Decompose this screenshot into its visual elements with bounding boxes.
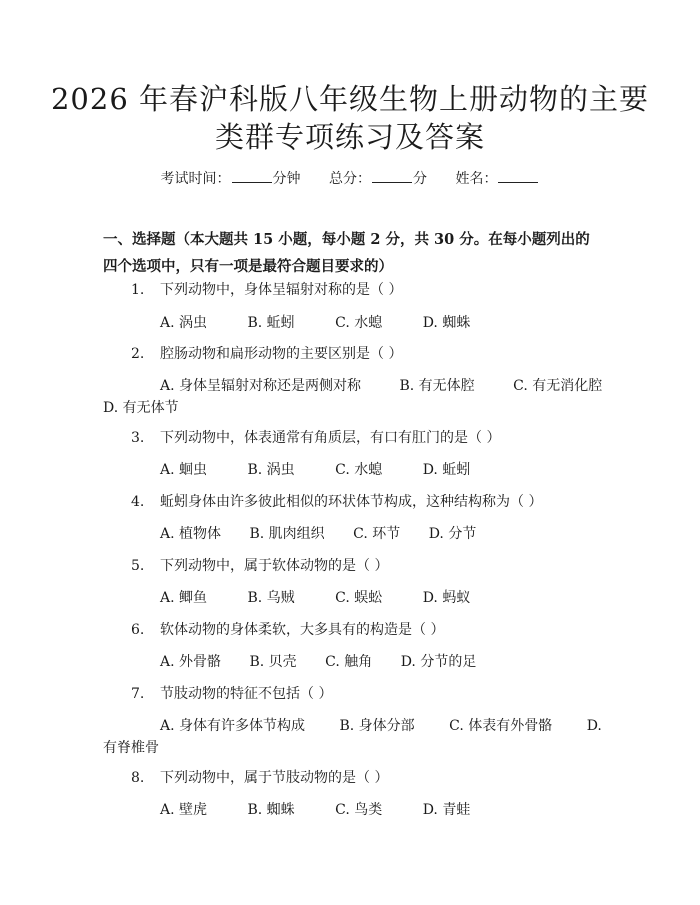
option-a[interactable]: A. 蛔虫 (160, 462, 208, 478)
option-a[interactable]: A. 鲫鱼 (160, 590, 208, 606)
question-4-options (160, 525, 512, 543)
exam-meta (0, 170, 700, 188)
score-unit: 分 (413, 171, 427, 187)
option-a[interactable]: A. 身体有许多体节构成 (160, 718, 306, 734)
option-d[interactable]: D. 蚂蚁 (422, 590, 471, 606)
question-stem: 节肢动物的特征不包括（ ） (160, 686, 333, 702)
option-c[interactable]: C. 水螅 (335, 462, 383, 478)
question-stem: 下列动物中，身体呈辐射对称的是（ ） (160, 282, 403, 298)
option-b[interactable]: B. 蚯蚓 (247, 315, 295, 331)
question-number: 7. (131, 686, 145, 702)
score-blank (372, 170, 412, 183)
page-title-line2: 类群专项练习及答案 (214, 120, 485, 154)
question-number: 3. (131, 430, 145, 446)
exam-time (161, 170, 301, 188)
option-b[interactable]: B. 贝壳 (249, 654, 297, 670)
option-a[interactable]: A. 外骨骼 (160, 654, 222, 670)
question-number: 6. (131, 622, 145, 638)
option-d[interactable]: D. 分节的足 (400, 654, 477, 670)
option-c[interactable]: C. 环节 (353, 526, 401, 542)
option-d[interactable]: D. 分节 (428, 526, 477, 542)
exam-name (455, 170, 539, 188)
option-c[interactable]: C. 触角 (325, 654, 373, 670)
option-c[interactable]: C. 蜈蚣 (335, 590, 383, 606)
question-number: 1. (131, 282, 145, 298)
name-label: 姓名： (455, 171, 498, 187)
question-stem: 下列动物中，体表通常有角质层，有口有肛门的是（ ） (160, 430, 501, 446)
name-blank (498, 170, 538, 183)
question-number: 5. (131, 558, 145, 574)
option-d-continued[interactable]: 有脊椎骨 (103, 740, 159, 756)
option-b[interactable]: B. 涡虫 (247, 462, 295, 478)
option-b[interactable]: B. 蜘蛛 (247, 802, 295, 818)
time-blank (232, 170, 272, 183)
question-number: 2. (131, 346, 145, 362)
option-d[interactable]: D. 有无体节 (103, 400, 179, 416)
option-d[interactable]: D. 蚯蚓 (422, 462, 471, 478)
time-unit: 分钟 (272, 171, 301, 187)
question-stem: 腔肠动物和扁形动物的主要区别是（ ） (160, 346, 403, 362)
option-a[interactable]: A. 壁虎 (160, 802, 208, 818)
question-stem: 下列动物中，属于节肢动物的是（ ） (160, 770, 389, 786)
option-b[interactable]: B. 乌贼 (247, 590, 295, 606)
option-b[interactable]: B. 肌肉组织 (249, 526, 325, 542)
question-stem: 蚯蚓身体由许多彼此相似的环状体节构成，这种结构称为（ ） (160, 494, 543, 510)
question-stem: 下列动物中，属于软体动物的是（ ） (160, 558, 389, 574)
question-number: 4. (131, 494, 145, 510)
question-number: 8. (131, 770, 145, 786)
option-d[interactable]: D. 青蛙 (422, 802, 471, 818)
question-stem: 软体动物的身体柔软，大多具有的构造是（ ） (160, 622, 445, 638)
question-5-options (160, 589, 506, 607)
option-c[interactable]: C. 体表有外骨骼 (449, 718, 553, 734)
section-heading: 一、选择题（本大题共 15 小题，每小题 2 分，共 30 分。在每小题列出的四个选项中，只有一项是最符合题目要求的） (103, 231, 590, 275)
option-a[interactable]: A. 身体呈辐射对称还是两侧对称 (160, 378, 362, 394)
question-2-options (160, 377, 602, 395)
time-label: 考试时间： (160, 171, 231, 187)
question-8-options (160, 801, 506, 819)
option-d[interactable]: D. (586, 718, 602, 734)
option-b[interactable]: B. 有无体腔 (399, 378, 475, 394)
option-a[interactable]: A. 植物体 (160, 526, 222, 542)
option-d[interactable]: D. 蜘蛛 (422, 315, 471, 331)
question-7-options (160, 717, 602, 735)
score-label: 总分： (329, 171, 371, 187)
question-3-options (160, 461, 506, 479)
option-c[interactable]: C. 水螅 (335, 315, 383, 331)
question-1-options (160, 314, 506, 332)
option-c[interactable]: C. 鸟类 (335, 802, 383, 818)
option-b[interactable]: B. 身体分部 (339, 718, 415, 734)
exam-score (329, 170, 427, 188)
page-title-line1: 2026 年春沪科版八年级生物上册动物的主要 (50, 82, 650, 116)
question-6-options (160, 653, 512, 671)
option-c[interactable]: C. 有无消化腔 (513, 378, 603, 394)
option-a[interactable]: A. 涡虫 (160, 315, 208, 331)
